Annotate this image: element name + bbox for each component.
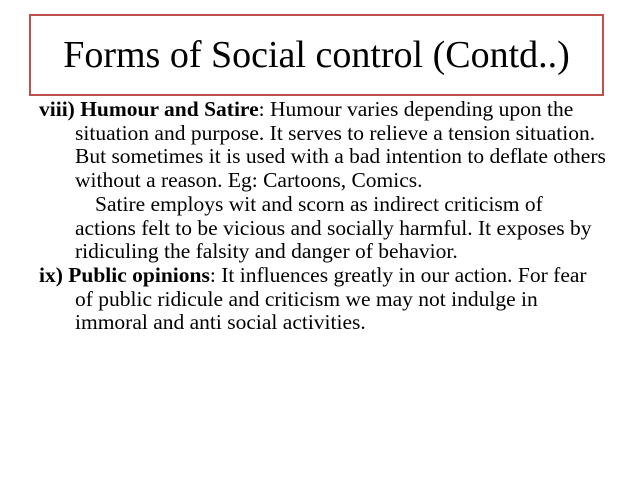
- item-humour-and-satire: [39, 98, 609, 193]
- slide-body: [39, 98, 609, 335]
- item-public-opinions: [39, 264, 609, 335]
- slide-title: Forms of Social control (Contd..): [63, 34, 570, 76]
- item-text: : It influences greatly in our action. For fear of public ridicule and criticism we may not indulge in immoral and anti social activities.: [75, 262, 587, 335]
- title-box: [29, 14, 604, 96]
- item-text: : Humour varies depending upon the situation and purpose. It serves to relieve a tension situation. But sometimes it is used with a bad intention to deflate others without a reason. Eg: Cartoons, Comics.: [75, 97, 606, 193]
- item-continuation: Satire employs wit and scorn as indirect criticism of actions felt to be vicious and socially harmful. It exposes by ridiculing the falsity and danger of behavior.: [75, 191, 592, 264]
- item-heading: viii) Humour and Satire: [39, 97, 259, 121]
- item-heading: ix) Public opinions: [39, 262, 210, 287]
